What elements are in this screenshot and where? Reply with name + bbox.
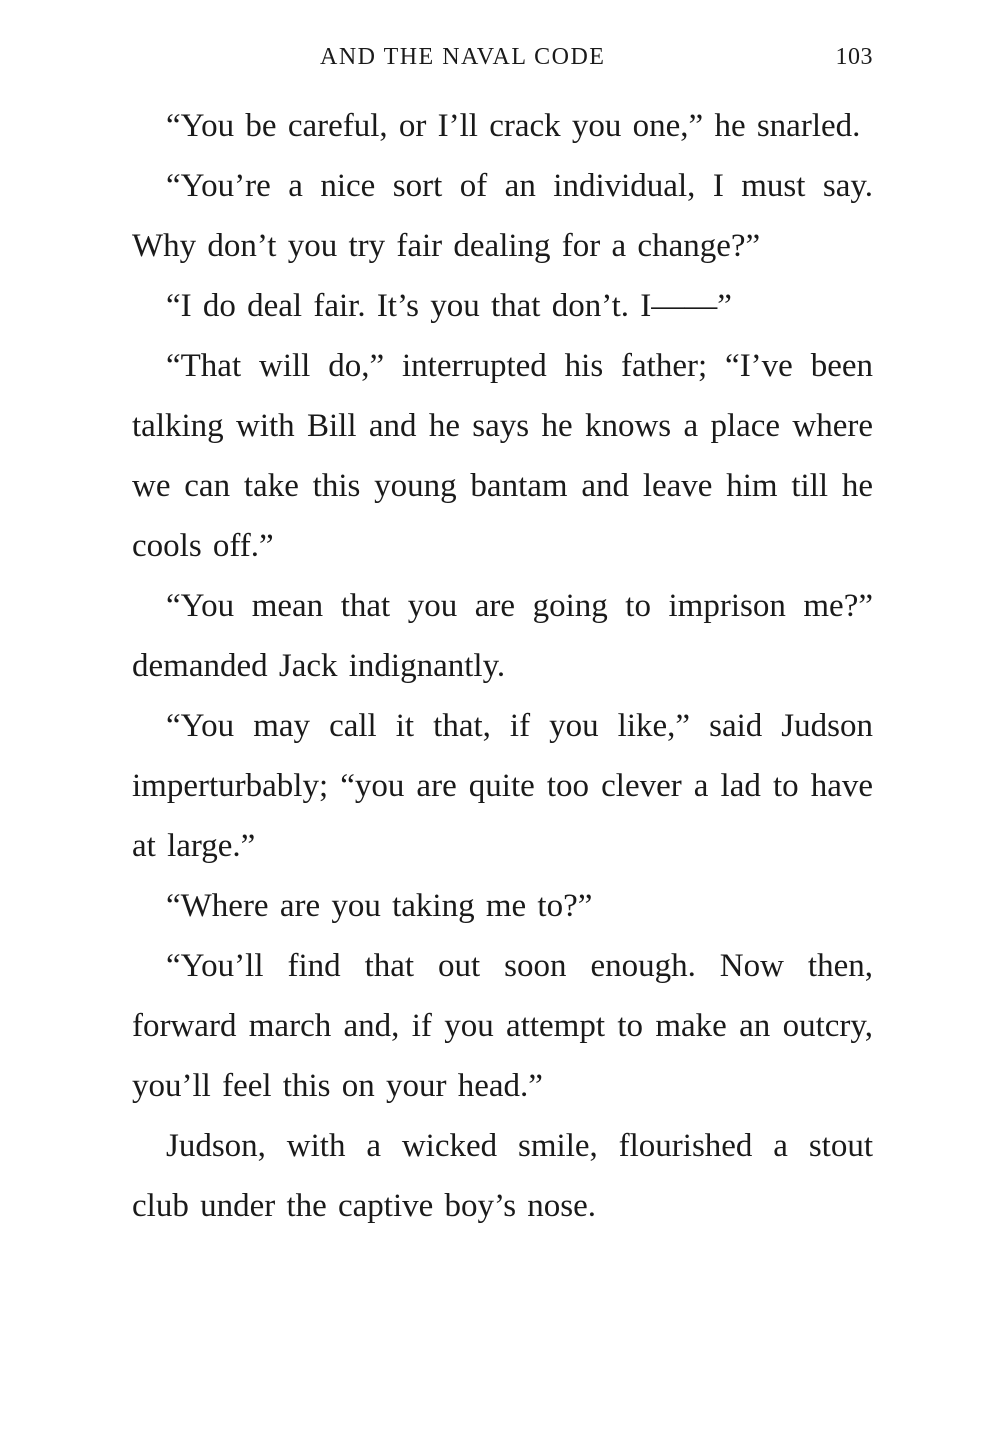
book-page bbox=[132, 38, 873, 1236]
paragraph: “You’ll find that out soon enough. Now then, forward march and, if you attempt to make an outcry, you’ll feel this on your head.” bbox=[132, 948, 873, 1104]
paragraph: “Where are you taking me to?” bbox=[166, 888, 593, 924]
paragraph: Judson, with a wicked smile, flourished a stout club under the captive boy’s nose. bbox=[132, 1128, 873, 1224]
paragraph: “You may call it that, if you like,” said Judson imperturbably; “you are quite too clever a lad to have at large.” bbox=[132, 708, 873, 864]
paragraph: “I do deal fair. It’s you that don’t. I——” bbox=[166, 288, 732, 324]
running-head bbox=[132, 38, 873, 82]
running-title: AND THE NAVAL CODE bbox=[320, 44, 606, 70]
body-text bbox=[132, 96, 873, 1236]
page-number: 103 bbox=[835, 44, 873, 70]
paragraph: “You mean that you are going to imprison me?” demanded Jack indignantly. bbox=[132, 588, 873, 684]
paragraph: “You’re a nice sort of an individual, I must say. Why don’t you try fair dealing for a change?” bbox=[132, 168, 873, 264]
paragraph: “That will do,” interrupted his father; “I’ve been talking with Bill and he says he knows a place where we can take this young bantam and leave him till he cools off.” bbox=[132, 348, 873, 564]
paragraph: “You be careful, or I’ll crack you one,” he snarled. bbox=[166, 108, 861, 144]
